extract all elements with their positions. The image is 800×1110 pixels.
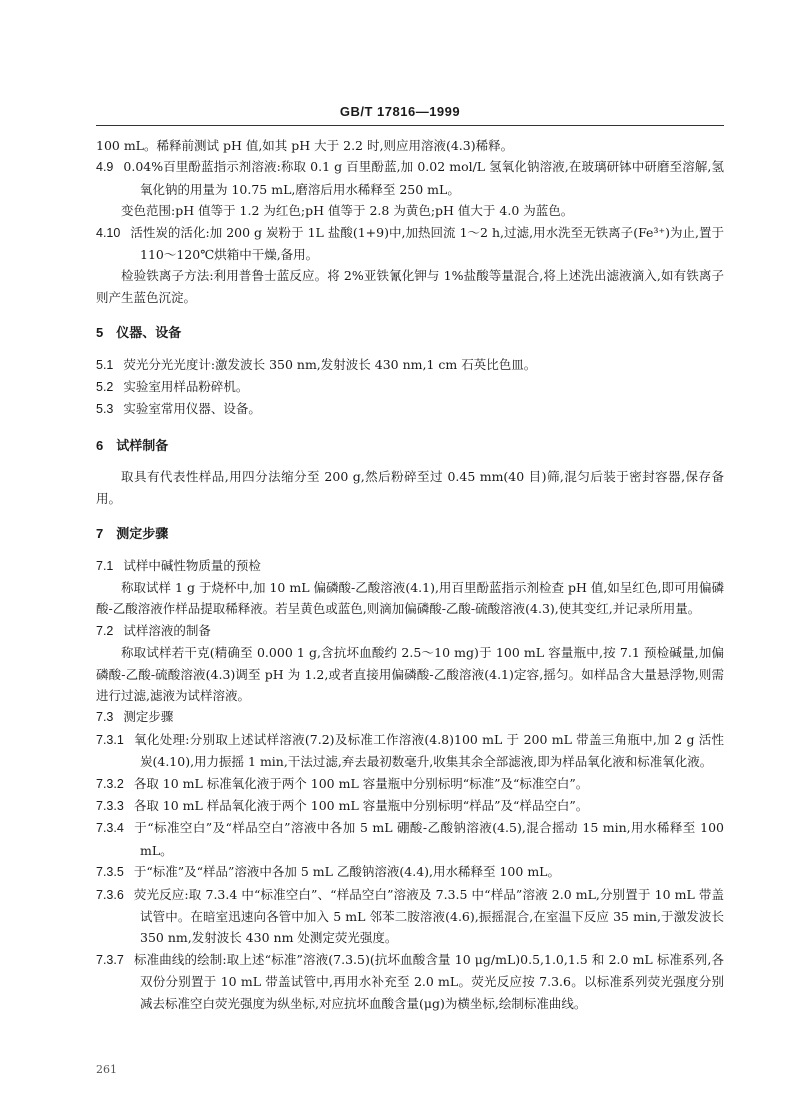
sample-preparation-text: 取具有代表性样品,用四分法缩分至 200 g,然后粉碎至过 0.45 mm(40 目)筛,混匀后装于密封容器,保存备用。: [96, 469, 724, 506]
clause-number: 5.3: [96, 402, 114, 417]
clause-text: 各取 10 mL 标准氧化液于两个 100 mL 容量瓶中分别标明“标准”及“标准空白”。: [133, 775, 589, 791]
clause-text: 荧光分光光度计:激发波长 350 nm,发射波长 430 nm,1 cm 石英比色皿。: [123, 356, 537, 372]
clause-7-3-2: [96, 773, 724, 795]
clause-text: 荧光反应:取 7.3.4 中“标准空白”、“样品空白”溶液及 7.3.5 中“样品”溶液 2.0 mL,分别置于 10 mL 带盖试管中。在暗室迅速向各管中加入 5 mL 邻苯二胺溶液(4.6),振摇混合,在室温下反应 35 min,于激发波长 350 nm,发射波长 430 nm 处测定荧光强度。: [133, 886, 724, 946]
paragraph-continuation: 100 mL。稀释前测试 pH 值,如其 pH 大于 2.2 时,则应用溶液(4.3)稀释。: [96, 138, 514, 153]
clause-7-1-text: 称取试样 1 g 于烧杯中,加 10 mL 偏磷酸-乙酸溶液(4.1),用百里酚蓝指示剂检查 pH 值,如呈红色,即可用偏磷酸-乙酸溶液作样品提取稀释液。若呈黄色或蓝色,则滴加偏磷酸-乙酸-硫酸溶液(4.3),使其变红,并记录所用量。: [96, 579, 724, 617]
clause-7-3-title: [96, 706, 724, 728]
clause-number: 5.2: [96, 380, 114, 395]
standard-code-header: GB/T 17816—1999: [339, 104, 461, 119]
clause-title: 测定步骤: [123, 709, 174, 725]
page-number: 261: [96, 1063, 117, 1076]
clause-number: 7.3.5: [96, 865, 124, 880]
clause-text: 实验室常用仪器、设备。: [123, 401, 261, 417]
clause-5-1: [96, 354, 724, 376]
iron-test-text: 检验铁离子方法:利用普鲁士蓝反应。将 2%亚铁氰化钾与 1%盐酸等量混合,将上述洗出滤液滴入,如有铁离子则产生蓝色沉淀。: [96, 268, 724, 305]
clause-number: 4.10: [96, 225, 121, 240]
clause-4-10: [96, 222, 724, 266]
clause-title: 试样溶液的制备: [123, 622, 211, 638]
clause-text: 氧化处理:分别取上述试样溶液(7.2)及标准工作溶液(4.8)100 mL 于 200 mL 带盖三角瓶中,加 2 g 活性炭(4.10),用力振摇 1 min,干法过滤,弃去最初数毫升,收集其余全部滤液,即为样品氧化液和标准氧化液。: [133, 731, 724, 770]
clause-number: 7.3.1: [96, 732, 124, 747]
clause-7-3-7: [96, 949, 724, 1014]
clause-7-3-1: [96, 729, 724, 773]
clause-7-2-title: [96, 620, 724, 642]
clause-text: 活性炭的活化:加 200 g 炭粉于 1L 盐酸(1+9)中,加热回流 1～2 h,过滤,用水洗至无铁离子(Fe³⁺)为止,置于 110～120℃烘箱中干燥,备用。: [130, 224, 724, 263]
clause-text: 于“标准”及“样品”溶液中各加 5 mL 乙酸钠溶液(4.4),用水稀释至 100 mL。: [133, 864, 560, 880]
clause-number: 7.3.6: [96, 887, 124, 902]
clause-7-2-text: 称取试样若干克(精确至 0.000 1 g,含抗坏血酸约 2.5～10 mg)于 100 mL 容量瓶中,按 7.1 预检碱量,加偏磷酸-乙酸-硫酸溶液(4.3)调至 pH 为 1.2,或者直接用偏磷酸-乙酸溶液(4.1)定容,摇匀。如样品含大量悬浮物,则需进行过滤,滤液为试样溶液。: [96, 645, 724, 703]
clause-number: 7.1: [96, 558, 114, 573]
clause-4-9: [96, 156, 724, 200]
clause-number: 7.3.2: [96, 776, 124, 791]
clause-text: 于“标准空白”及“样品空白”溶液中各加 5 mL 硼酸-乙酸钠溶液(4.5),混合摇动 15 min,用水稀释至 100 mL。: [133, 820, 724, 858]
clause-number: 7.3.4: [96, 821, 124, 836]
clause-number: 4.9: [96, 160, 114, 175]
clause-text: 标准曲线的绘制:取上述“标准”溶液(7.3.5)(抗坏血酸含量 10 μg/mL)0.5,1.0,1.5 和 2.0 mL 标准系列,各双份分别置于 10 mL 带盖试管中,再用水补充至 2.0 mL。荧光反应按 7.3.6。以标准系列荧光强度分别减去标准空白荧光强度为纵坐标,对应抗坏血酸含量(μg)为横坐标,绘制标准曲线。: [133, 951, 724, 1011]
clause-number: 7.3: [96, 710, 114, 725]
header-rule: [96, 125, 724, 126]
clause-title: 试样中碱性物质量的预检: [123, 557, 261, 573]
clause-number: 7.3.3: [96, 798, 124, 813]
clause-number: 7.3.7: [96, 952, 124, 967]
clause-text: 各取 10 mL 样品氧化液于两个 100 mL 容量瓶中分别标明“样品”及“样品空白”。: [133, 797, 589, 813]
clause-7-3-4: [96, 817, 724, 861]
section-6-heading: 6 试样制备: [96, 437, 169, 453]
clause-5-2: [96, 376, 724, 398]
clause-7-1-title: [96, 555, 724, 577]
color-range-text: 变色范围:pH 值等于 1.2 为红色;pH 值等于 2.8 为黄色;pH 值大于 4.0 为蓝色。: [121, 203, 574, 219]
clause-number: 7.2: [96, 623, 114, 638]
document-body: [96, 135, 724, 1014]
section-5-heading: 5 仪器、设备: [96, 325, 182, 341]
clause-7-3-3: [96, 795, 724, 817]
clause-number: 5.1: [96, 357, 114, 372]
section-7-heading: 7 测定步骤: [96, 526, 169, 542]
clause-text: 0.04%百里酚蓝指示剂溶液:称取 0.1 g 百里酚蓝,加 0.02 mol/L 氢氧化钠溶液,在玻璃研钵中研磨至溶解,氢氧化钠的用量为 10.75 mL,磨溶后用水稀释至 250 mL。: [123, 159, 724, 197]
clause-7-3-6: [96, 884, 724, 949]
clause-5-3: [96, 398, 724, 420]
clause-text: 实验室用样品粉碎机。: [123, 379, 249, 395]
clause-7-3-5: [96, 861, 724, 883]
